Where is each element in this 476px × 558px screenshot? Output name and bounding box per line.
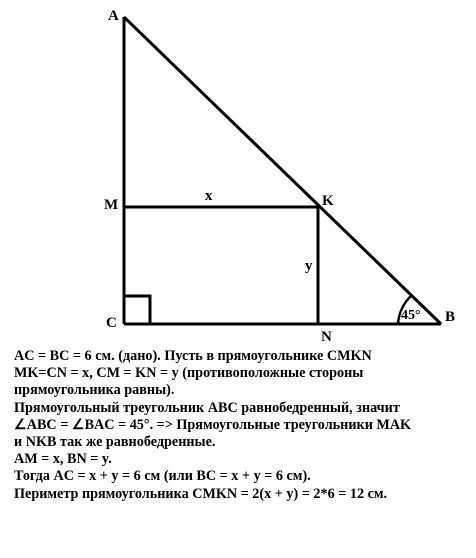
solution-line: прямоугольника равны). bbox=[14, 382, 175, 399]
solution-line: Тогда AC = x + y = 6 см (или BC = x + y = 6 см). bbox=[14, 468, 311, 485]
solution-line: ∠ABC = ∠BAC = 45°. => Прямоугольные треугольники MAK bbox=[14, 416, 412, 433]
right-angle-mark bbox=[124, 296, 150, 324]
label-b: B bbox=[445, 309, 456, 325]
label-c: C bbox=[106, 315, 117, 331]
label-segment-y: y bbox=[305, 258, 313, 274]
solution-text bbox=[14, 348, 472, 503]
label-a: A bbox=[108, 8, 119, 24]
solution-line: AM = x, BN = y. bbox=[14, 451, 112, 468]
label-n: N bbox=[321, 329, 332, 345]
solution-line: Прямоугольный треугольник ABC равнобедренный, значит bbox=[14, 399, 400, 416]
solution-line: AC = BC = 6 см. (дано). Пусть в прямоугольнике CMKN bbox=[14, 348, 372, 364]
solution-line: и NKB так же равнобедренные. bbox=[14, 434, 216, 451]
label-k: K bbox=[322, 193, 334, 209]
solution-line: MK=CN = x, CM = KN = y (противоположные стороны bbox=[14, 365, 364, 382]
solution-line: Периметр прямоугольника CMKN = 2(x + y) = 2*6 = 12 см. bbox=[14, 485, 388, 502]
label-angle-45: 45° bbox=[401, 308, 421, 323]
label-segment-x: x bbox=[205, 188, 213, 204]
label-m: M bbox=[104, 197, 119, 213]
hypotenuse-ab bbox=[124, 17, 441, 324]
